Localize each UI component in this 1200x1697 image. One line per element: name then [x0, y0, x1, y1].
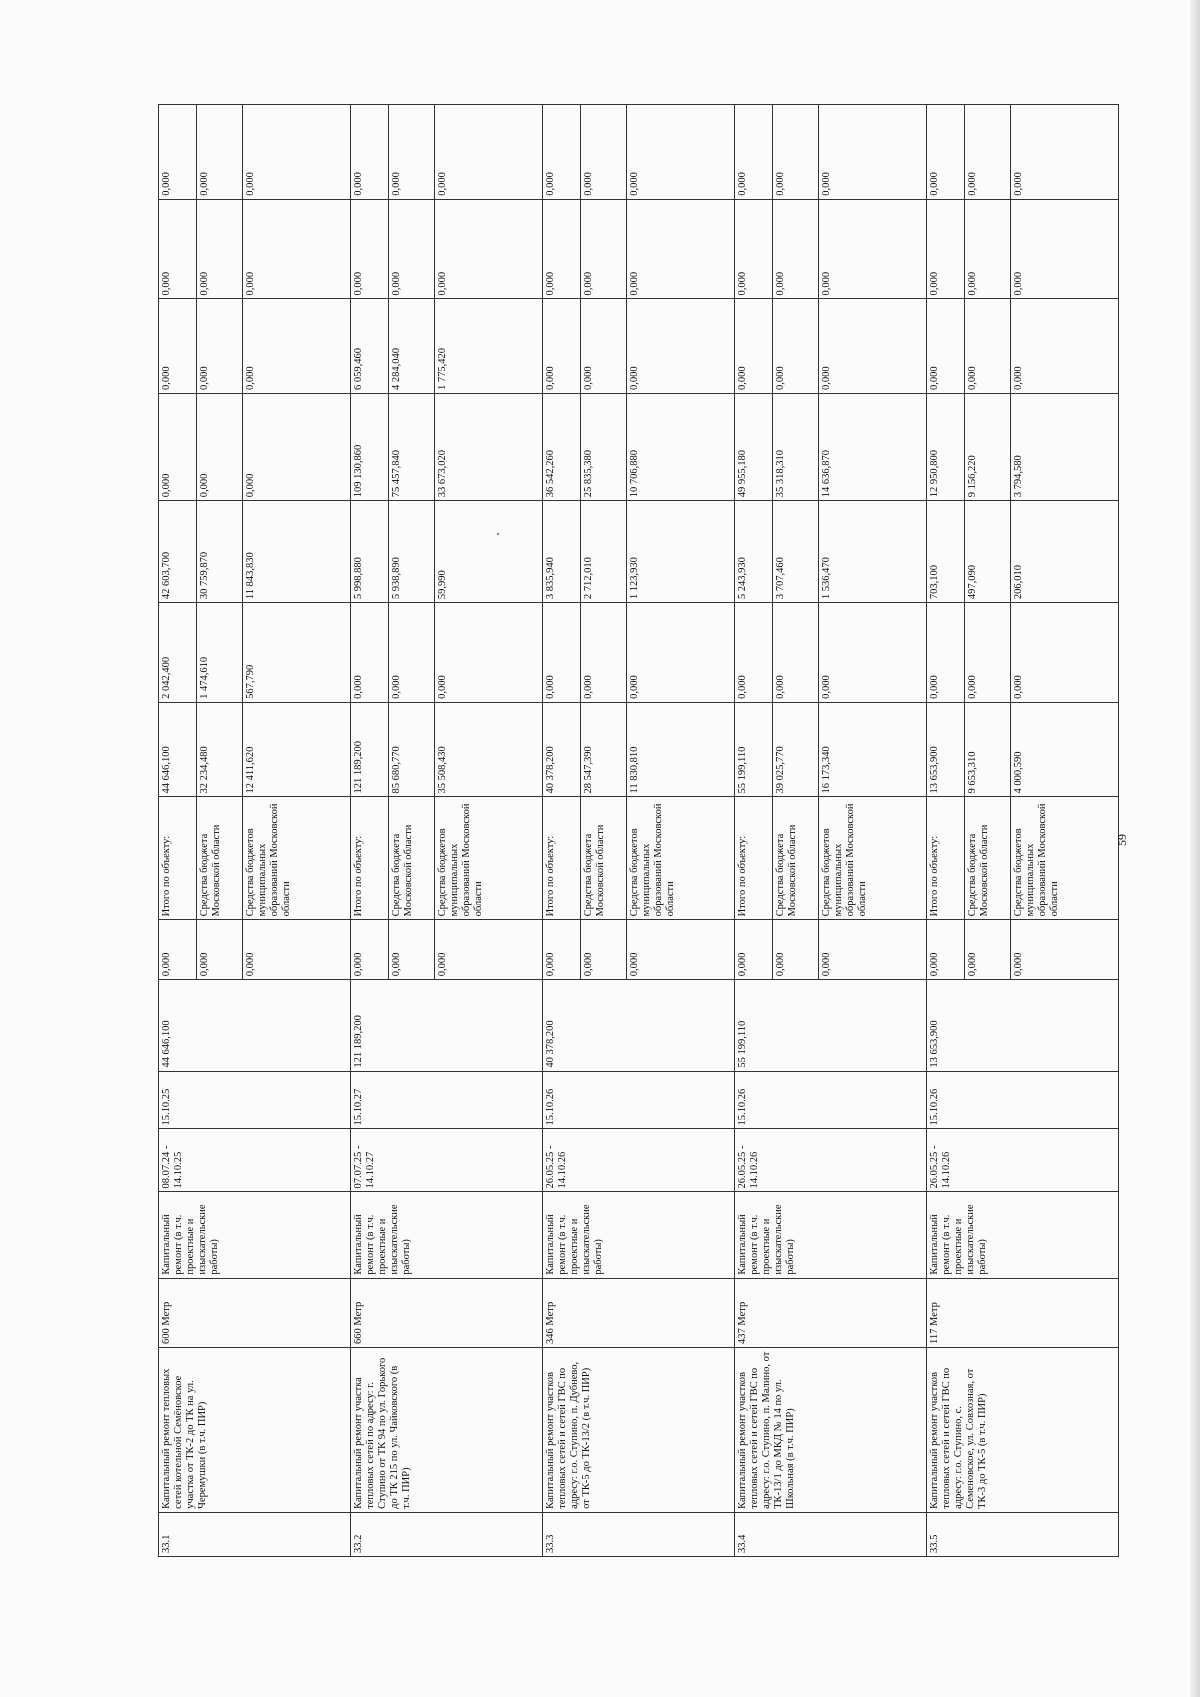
- amount-col-3: 30 759,870: [197, 501, 243, 603]
- amount-col-5: 0,000: [543, 299, 581, 394]
- amount-col-7: 0,000: [1011, 105, 1119, 200]
- amount-col-4: 14 636,870: [819, 394, 927, 501]
- amount-col-3: 2 712,010: [581, 501, 627, 603]
- amount-col-2: 0,000: [1011, 603, 1119, 703]
- object-name: Капитальный ремонт участка тепловых сетей по адресу: г. Ступино от ТК 94 по ул. Горького до ТК 215 по ул. Чайковского (в т.ч. ПИР): [351, 1347, 543, 1512]
- amount-col-6: 0,000: [243, 199, 351, 299]
- prior-funding: 0,000: [735, 920, 773, 980]
- object-row: [159, 105, 197, 1557]
- amount-col-3: 59,990: [435, 501, 543, 603]
- amount-col-4: 3 794,580: [1011, 394, 1119, 501]
- total-cost: 44 646,100: [159, 980, 351, 1071]
- scan-edge: [1190, 0, 1200, 1697]
- work-period: 26.05.25 - 14.10.26: [543, 1129, 735, 1192]
- amount-col-1: 40 378,200: [543, 702, 581, 797]
- amount-col-3: 206,010: [1011, 501, 1119, 603]
- rotated-table-frame: [158, 104, 1061, 1557]
- amount-col-7: 0,000: [927, 105, 965, 200]
- amount-col-5: 6 059,460: [351, 299, 389, 394]
- prior-funding: 0,000: [773, 920, 819, 980]
- work-type: Капитальный ремонт (в т.ч. проектные и изыскательские работы): [159, 1192, 351, 1278]
- prior-funding: 0,000: [197, 920, 243, 980]
- funding-source: Средства бюджета Московской области: [389, 797, 435, 920]
- prior-funding: 0,000: [927, 920, 965, 980]
- amount-col-1: 121 189,200: [351, 702, 389, 797]
- work-period: 26.05.25 - 14.10.26: [735, 1129, 927, 1192]
- amount-col-4: 0,000: [243, 394, 351, 501]
- object-row: [927, 105, 965, 1557]
- funding-table: [158, 104, 1119, 1557]
- prior-funding: 0,000: [1011, 920, 1119, 980]
- work-period: 08.07.24 - 14.10.25: [159, 1129, 351, 1192]
- amount-col-2: 0,000: [351, 603, 389, 703]
- work-type: Капитальный ремонт (в т.ч. проектные и изыскательские работы): [351, 1192, 543, 1278]
- amount-col-2: 0,000: [965, 603, 1011, 703]
- amount-col-5: 0,000: [773, 299, 819, 394]
- completion-date: 15.10.26: [735, 1071, 927, 1129]
- amount-col-4: 0,000: [197, 394, 243, 501]
- amount-col-7: 0,000: [435, 105, 543, 200]
- completion-date: 15.10.26: [927, 1071, 1119, 1129]
- amount-col-4: 33 673,020: [435, 394, 543, 501]
- amount-col-4: 35 318,310: [773, 394, 819, 501]
- completion-date: 15.10.25: [159, 1071, 351, 1129]
- amount-col-7: 0,000: [243, 105, 351, 200]
- page-number: 59: [1115, 834, 1129, 846]
- amount-col-6: 0,000: [927, 199, 965, 299]
- amount-col-4: 9 156,220: [965, 394, 1011, 501]
- object-name: Капитальный ремонт участков тепловых сетей и сетей ГВС по адресу: г.о. Ступино, п. Малино, от ТК-13/1 до МКД № 14 по ул. Школьная (в т.ч. ПИР): [735, 1347, 927, 1512]
- amount-col-7: 0,000: [581, 105, 627, 200]
- work-type: Капитальный ремонт (в т.ч. проектные и изыскательские работы): [927, 1192, 1119, 1278]
- funding-source: Средства бюджетов муниципальных образований Московской области: [1011, 797, 1119, 920]
- amount-col-2: 0,000: [389, 603, 435, 703]
- amount-col-6: 0,000: [581, 199, 627, 299]
- object-name: Капитальный ремонт участков тепловых сетей и сетей ГВС по адресу: г.о. Ступино, п. Дубнево, от ТК-5 до ТК-13/2 (в т.ч. ПИР): [543, 1347, 735, 1512]
- amount-col-2: 0,000: [543, 603, 581, 703]
- amount-col-4: 49 955,180: [735, 394, 773, 501]
- work-type: Капитальный ремонт (в т.ч. проектные и изыскательские работы): [543, 1192, 735, 1278]
- amount-col-5: 0,000: [159, 299, 197, 394]
- prior-funding: 0,000: [965, 920, 1011, 980]
- funding-source: Итого по объекту:: [735, 797, 773, 920]
- amount-col-3: 497,090: [965, 501, 1011, 603]
- amount-col-1: 35 508,430: [435, 702, 543, 797]
- amount-col-3: 1 536,470: [819, 501, 927, 603]
- prior-funding: 0,000: [389, 920, 435, 980]
- amount-col-4: 10 706,880: [627, 394, 735, 501]
- object-number: 33.3: [543, 1512, 735, 1556]
- amount-col-6: 0,000: [389, 199, 435, 299]
- amount-col-1: 32 234,480: [197, 702, 243, 797]
- amount-col-1: 39 025,770: [773, 702, 819, 797]
- amount-col-5: 0,000: [1011, 299, 1119, 394]
- amount-col-7: 0,000: [965, 105, 1011, 200]
- object-number: 33.4: [735, 1512, 927, 1556]
- amount-col-7: 0,000: [543, 105, 581, 200]
- amount-col-5: 0,000: [627, 299, 735, 394]
- total-cost: 121 189,200: [351, 980, 543, 1071]
- completion-date: 15.10.27: [351, 1071, 543, 1129]
- amount-col-7: 0,000: [389, 105, 435, 200]
- amount-col-6: 0,000: [965, 199, 1011, 299]
- amount-col-7: 0,000: [773, 105, 819, 200]
- table-body: [159, 105, 1119, 1557]
- total-cost: 55 199,110: [735, 980, 927, 1071]
- amount-col-6: 0,000: [351, 199, 389, 299]
- amount-col-2: 0,000: [927, 603, 965, 703]
- amount-col-5: 0,000: [819, 299, 927, 394]
- amount-col-3: 703,100: [927, 501, 965, 603]
- amount-col-3: 1 123,930: [627, 501, 735, 603]
- funding-source: Итого по объекту:: [543, 797, 581, 920]
- amount-col-5: 0,000: [197, 299, 243, 394]
- amount-col-5: 0,000: [243, 299, 351, 394]
- amount-col-5: 0,000: [965, 299, 1011, 394]
- object-row: [543, 105, 581, 1557]
- prior-funding: 0,000: [243, 920, 351, 980]
- amount-col-4: 12 950,800: [927, 394, 965, 501]
- prior-funding: 0,000: [351, 920, 389, 980]
- amount-col-6: 0,000: [773, 199, 819, 299]
- amount-col-5: 4 284,040: [389, 299, 435, 394]
- amount-col-5: 0,000: [735, 299, 773, 394]
- amount-col-6: 0,000: [735, 199, 773, 299]
- amount-col-2: 2 042,400: [159, 603, 197, 703]
- amount-col-2: 567,790: [243, 603, 351, 703]
- amount-col-6: 0,000: [819, 199, 927, 299]
- object-capacity: 660 Метр: [351, 1278, 543, 1347]
- amount-col-3: 5 243,930: [735, 501, 773, 603]
- object-capacity: 437 Метр: [735, 1278, 927, 1347]
- amount-col-1: 4 000,590: [1011, 702, 1119, 797]
- funding-source: Средства бюджета Московской области: [773, 797, 819, 920]
- funding-source: Средства бюджета Московской области: [197, 797, 243, 920]
- prior-funding: 0,000: [435, 920, 543, 980]
- amount-col-6: 0,000: [197, 199, 243, 299]
- amount-col-5: 1 775,420: [435, 299, 543, 394]
- funding-source: Средства бюджетов муниципальных образований Московской области: [627, 797, 735, 920]
- object-row: [351, 105, 389, 1557]
- object-capacity: 117 Метр: [927, 1278, 1119, 1347]
- object-capacity: 346 Метр: [543, 1278, 735, 1347]
- amount-col-2: 0,000: [735, 603, 773, 703]
- funding-source: Средства бюджета Московской области: [965, 797, 1011, 920]
- object-name: Капитальный ремонт тепловых сетей котельной Семёновское участка от ТК-2 до ТК на ул. Черемушки (в т.ч. ПИР): [159, 1347, 351, 1512]
- object-number: 33.1: [159, 1512, 351, 1556]
- amount-col-2: 1 474,610: [197, 603, 243, 703]
- work-period: 26.05.25 - 14.10.26: [927, 1129, 1119, 1192]
- amount-col-2: 0,000: [819, 603, 927, 703]
- amount-col-4: 75 457,840: [389, 394, 435, 501]
- amount-col-4: 0,000: [159, 394, 197, 501]
- amount-col-1: 85 680,770: [389, 702, 435, 797]
- funding-source: Средства бюджетов муниципальных образований Московской области: [435, 797, 543, 920]
- funding-source: Средства бюджетов муниципальных образований Московской области: [819, 797, 927, 920]
- amount-col-2: 0,000: [435, 603, 543, 703]
- object-name: Капитальный ремонт участков тепловых сетей и сетей ГВС по адресу: г.о. Ступино, с. Семеновское, ул. Совхозная, от ТК-3 до ТК-5 (в т.ч. ПИР): [927, 1347, 1119, 1512]
- amount-col-3: 3 707,460: [773, 501, 819, 603]
- amount-col-1: 16 173,340: [819, 702, 927, 797]
- amount-col-1: 12 411,620: [243, 702, 351, 797]
- amount-col-6: 0,000: [1011, 199, 1119, 299]
- amount-col-1: 28 547,390: [581, 702, 627, 797]
- amount-col-4: 25 835,380: [581, 394, 627, 501]
- prior-funding: 0,000: [543, 920, 581, 980]
- funding-source: Средства бюджетов муниципальных образований Московской области: [243, 797, 351, 920]
- amount-col-7: 0,000: [819, 105, 927, 200]
- amount-col-7: 0,000: [159, 105, 197, 200]
- amount-col-6: 0,000: [435, 199, 543, 299]
- prior-funding: 0,000: [819, 920, 927, 980]
- object-capacity: 600 Метр: [159, 1278, 351, 1347]
- total-cost: 13 653,900: [927, 980, 1119, 1071]
- prior-funding: 0,000: [581, 920, 627, 980]
- amount-col-3: 11 843,830: [243, 501, 351, 603]
- amount-col-1: 11 830,810: [627, 702, 735, 797]
- amount-col-3: 5 998,880: [351, 501, 389, 603]
- work-type: Капитальный ремонт (в т.ч. проектные и изыскательские работы): [735, 1192, 927, 1278]
- amount-col-2: 0,000: [627, 603, 735, 703]
- object-row: [735, 105, 773, 1557]
- total-cost: 40 378,200: [543, 980, 735, 1071]
- funding-source: Итого по объекту:: [159, 797, 197, 920]
- amount-col-7: 0,000: [735, 105, 773, 200]
- amount-col-6: 0,000: [627, 199, 735, 299]
- amount-col-1: 44 646,100: [159, 702, 197, 797]
- amount-col-6: 0,000: [159, 199, 197, 299]
- amount-col-1: 13 653,900: [927, 702, 965, 797]
- completion-date: 15.10.26: [543, 1071, 735, 1129]
- amount-col-1: 55 199,110: [735, 702, 773, 797]
- prior-funding: 0,000: [627, 920, 735, 980]
- funding-source: Итого по объекту:: [351, 797, 389, 920]
- amount-col-5: 0,000: [927, 299, 965, 394]
- amount-col-2: 0,000: [773, 603, 819, 703]
- amount-col-7: 0,000: [627, 105, 735, 200]
- amount-col-4: 109 130,860: [351, 394, 389, 501]
- prior-funding: 0,000: [159, 920, 197, 980]
- work-period: 07.07.25 - 14.10.27: [351, 1129, 543, 1192]
- object-number: 33.2: [351, 1512, 543, 1556]
- funding-source: Итого по объекту:: [927, 797, 965, 920]
- amount-col-5: 0,000: [581, 299, 627, 394]
- amount-col-1: 9 653,310: [965, 702, 1011, 797]
- object-number: 33.5: [927, 1512, 1119, 1556]
- amount-col-7: 0,000: [197, 105, 243, 200]
- amount-col-7: 0,000: [351, 105, 389, 200]
- funding-source: Средства бюджета Московской области: [581, 797, 627, 920]
- amount-col-3: 3 835,940: [543, 501, 581, 603]
- amount-col-6: 0,000: [543, 199, 581, 299]
- amount-col-4: 36 542,260: [543, 394, 581, 501]
- amount-col-3: 42 603,700: [159, 501, 197, 603]
- amount-col-3: 5 938,890: [389, 501, 435, 603]
- amount-col-2: 0,000: [581, 603, 627, 703]
